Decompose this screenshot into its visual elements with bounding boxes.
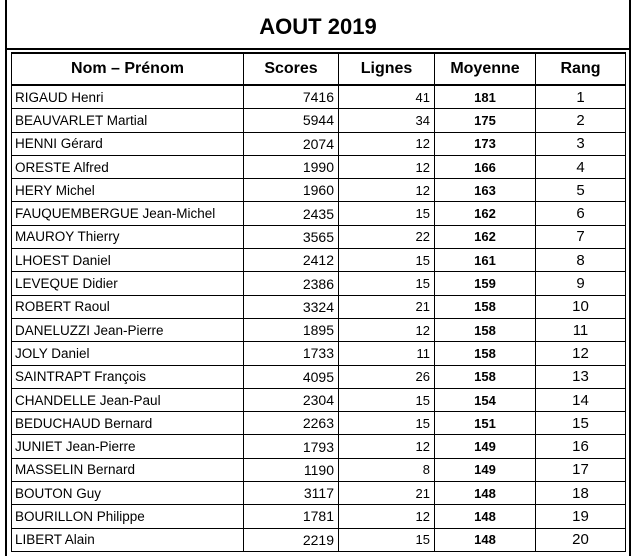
cell-moyenne: 151 [435,412,536,435]
header-moyenne: Moyenne [435,53,536,85]
cell-scores: 7416 [244,85,339,109]
cell-lignes: 12 [339,155,435,178]
cell-scores: 2412 [244,249,339,272]
cell-scores: 4095 [244,365,339,388]
header-scores: Scores [244,53,339,85]
cell-lignes: 11 [339,342,435,365]
cell-name: HENNI Gérard [12,132,244,155]
cell-rang: 15 [536,412,626,435]
table-row [12,505,626,528]
cell-rang: 19 [536,505,626,528]
table-row [12,458,626,481]
cell-lignes: 15 [339,388,435,411]
cell-rang: 9 [536,272,626,295]
cell-moyenne: 173 [435,132,536,155]
cell-moyenne: 158 [435,295,536,318]
cell-moyenne: 148 [435,505,536,528]
cell-scores: 1990 [244,155,339,178]
cell-rang: 18 [536,482,626,505]
cell-moyenne: 161 [435,249,536,272]
cell-name: FAUQUEMBERGUE Jean-Michel [12,202,244,225]
cell-rang: 12 [536,342,626,365]
cell-lignes: 15 [339,528,435,551]
cell-scores: 1733 [244,342,339,365]
cell-name: CHANDELLE Jean-Paul [12,388,244,411]
cell-scores: 2219 [244,528,339,551]
header-rang: Rang [536,53,626,85]
cell-moyenne: 163 [435,179,536,202]
cell-moyenne: 158 [435,342,536,365]
cell-name: RIGAUD Henri [12,85,244,109]
cell-name: JOLY Daniel [12,342,244,365]
cell-scores: 2263 [244,412,339,435]
table-row [12,109,626,132]
cell-lignes: 12 [339,132,435,155]
cell-scores: 3565 [244,225,339,248]
cell-lignes: 12 [339,179,435,202]
cell-rang: 13 [536,365,626,388]
cell-name: BEAUVARLET Martial [12,109,244,132]
cell-rang: 10 [536,295,626,318]
header-name: Nom – Prénom [12,53,244,85]
cell-scores: 1793 [244,435,339,458]
cell-scores: 1960 [244,179,339,202]
table-body [12,85,626,551]
cell-lignes: 12 [339,505,435,528]
cell-name: LHOEST Daniel [12,249,244,272]
cell-lignes: 12 [339,318,435,341]
cell-moyenne: 175 [435,109,536,132]
cell-scores: 2304 [244,388,339,411]
cell-rang: 14 [536,388,626,411]
header-row [12,53,626,85]
cell-name: LEVEQUE Didier [12,272,244,295]
cell-lignes: 21 [339,482,435,505]
cell-name: LIBERT Alain [12,528,244,551]
cell-lignes: 26 [339,365,435,388]
cell-rang: 11 [536,318,626,341]
cell-name: JUNIET Jean-Pierre [12,435,244,458]
table-row [12,318,626,341]
cell-name: DANELUZZI Jean-Pierre [12,318,244,341]
cell-rang: 6 [536,202,626,225]
cell-lignes: 15 [339,272,435,295]
cell-rang: 4 [536,155,626,178]
table-header [12,53,626,85]
cell-moyenne: 159 [435,272,536,295]
cell-moyenne: 148 [435,482,536,505]
cell-rang: 17 [536,458,626,481]
cell-moyenne: 166 [435,155,536,178]
cell-name: BOURILLON Philippe [12,505,244,528]
cell-rang: 7 [536,225,626,248]
cell-scores: 1190 [244,458,339,481]
cell-scores: 3117 [244,482,339,505]
table-row [12,85,626,109]
cell-name: ORESTE Alfred [12,155,244,178]
table-row [12,155,626,178]
cell-moyenne: 149 [435,435,536,458]
cell-scores: 1781 [244,505,339,528]
cell-rang: 2 [536,109,626,132]
table-row [12,179,626,202]
table-row [12,225,626,248]
cell-moyenne: 158 [435,318,536,341]
table-row [12,295,626,318]
cell-lignes: 34 [339,109,435,132]
ranking-table [11,52,626,552]
table-row [12,482,626,505]
cell-lignes: 12 [339,435,435,458]
cell-scores: 5944 [244,109,339,132]
cell-name: BEDUCHAUD Bernard [12,412,244,435]
cell-moyenne: 162 [435,202,536,225]
table-row [12,249,626,272]
cell-moyenne: 162 [435,225,536,248]
cell-scores: 3324 [244,295,339,318]
cell-name: MAUROY Thierry [12,225,244,248]
cell-name: ROBERT Raoul [12,295,244,318]
cell-moyenne: 148 [435,528,536,551]
table-row [12,435,626,458]
cell-lignes: 15 [339,249,435,272]
table-row [12,388,626,411]
cell-lignes: 8 [339,458,435,481]
cell-lignes: 21 [339,295,435,318]
cell-rang: 8 [536,249,626,272]
table-row [12,365,626,388]
table-row [12,202,626,225]
cell-moyenne: 158 [435,365,536,388]
cell-lignes: 22 [339,225,435,248]
cell-scores: 2435 [244,202,339,225]
table-row [12,342,626,365]
cell-rang: 16 [536,435,626,458]
cell-moyenne: 149 [435,458,536,481]
page-title: AOUT 2019 [259,14,377,39]
cell-rang: 20 [536,528,626,551]
table-row [12,272,626,295]
cell-moyenne: 181 [435,85,536,109]
cell-scores: 1895 [244,318,339,341]
cell-scores: 2386 [244,272,339,295]
cell-rang: 5 [536,179,626,202]
cell-name: SAINTRAPT François [12,365,244,388]
cell-rang: 3 [536,132,626,155]
table-row [12,528,626,551]
cell-moyenne: 154 [435,388,536,411]
cell-lignes: 41 [339,85,435,109]
cell-name: HERY Michel [12,179,244,202]
cell-name: MASSELIN Bernard [12,458,244,481]
cell-scores: 2074 [244,132,339,155]
cell-name: BOUTON Guy [12,482,244,505]
table-row [12,132,626,155]
cell-lignes: 15 [339,202,435,225]
title-divider [7,48,629,50]
header-lignes: Lignes [339,53,435,85]
cell-rang: 1 [536,85,626,109]
table-row [12,412,626,435]
cell-lignes: 15 [339,412,435,435]
ranking-sheet [5,0,631,556]
